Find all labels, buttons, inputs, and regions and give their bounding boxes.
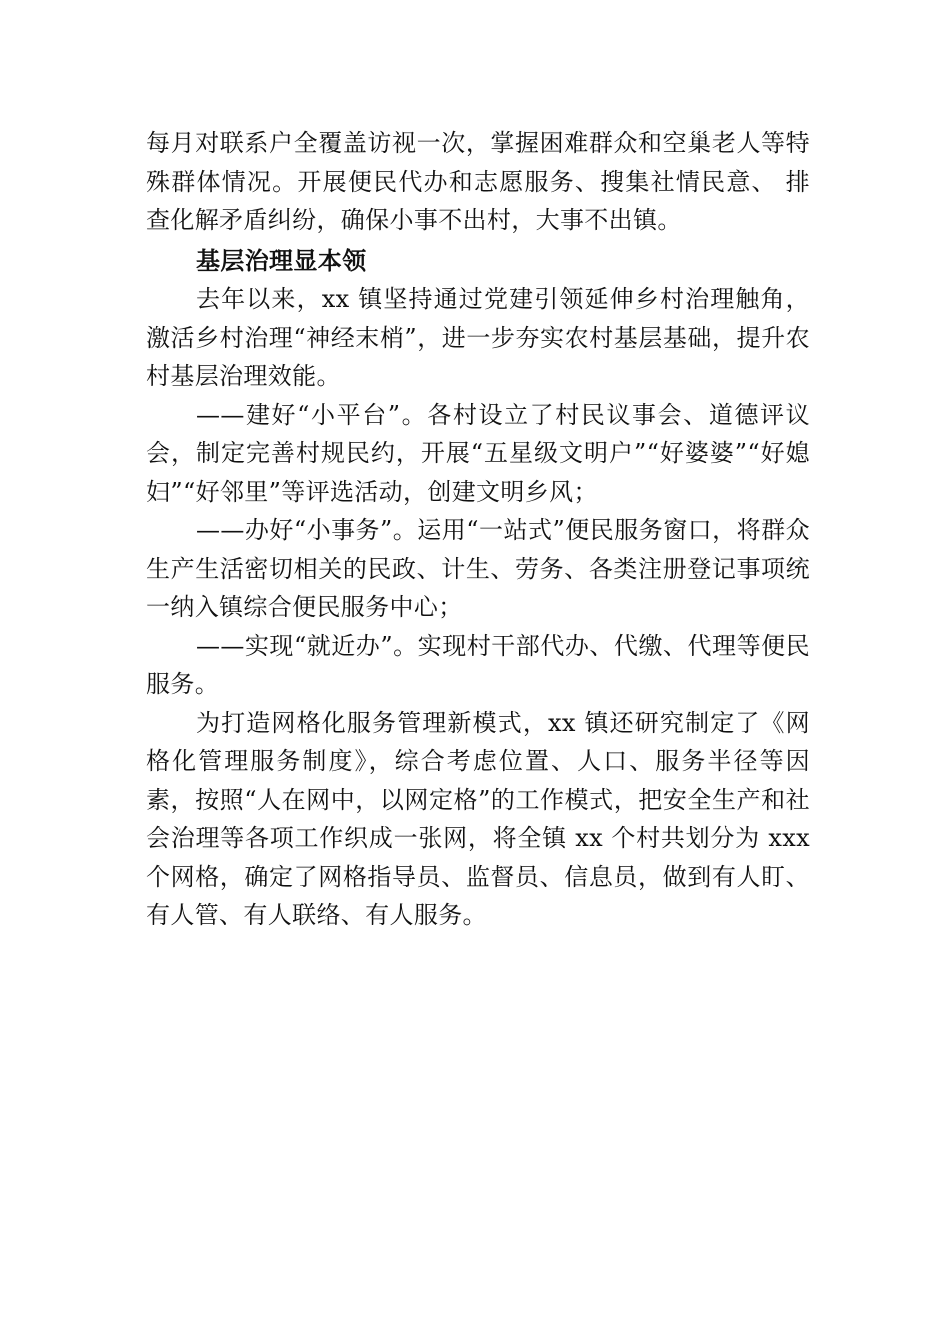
paragraph-intro: 去年以来，xx 镇坚持通过党建引领延伸乡村治理触角，激活乡村治理“神经末梢”，进一步夯实农村基层基础，提升农村基层治理效能。 <box>146 285 810 390</box>
paragraph-continuation: 每月对联系户全覆盖访视一次，掌握困难群众和空巢老人等特殊群体情况。开展便民代办和志愿服务、搜集社情民意、 排查化解矛盾纠纷，确保小事不出村，大事不出镇。 <box>146 129 810 234</box>
paragraph-grid: 为打造网格化服务管理新模式，xx 镇还研究制定了《网格化管理服务制度》，综合考虑位置、人口、服务半径等因素，按照“人在网中，以网定格”的工作模式，把安全生产和社会治理等各项工作织成一张网，将全镇 xx 个村共划分为 xxx 个网格，确定了网格指导员、监督员、信息员，做到有人盯、有人管、有人联络、有人服务。 <box>146 708 810 929</box>
section-heading: 基层治理显本领 <box>196 246 367 275</box>
paragraph-platform: ——建好“小平台”。各村设立了村民议事会、道德评议会，制定完善村规民约，开展“五星级文明户”“好婆婆”“好媳妇”“好邻里”等评选活动，创建文明乡风； <box>146 400 810 506</box>
paragraph-affairs: ——办好“小事务”。运用“一站式”便民服务窗口，将群众生产生活密切相关的民政、计生、劳务、各类注册登记事项统一纳入镇综合便民服务中心； <box>146 516 810 621</box>
paragraph-nearby: ——实现“就近办”。实现村干部代办、代缴、代理等便民服务。 <box>146 631 810 698</box>
document-body <box>146 124 810 935</box>
